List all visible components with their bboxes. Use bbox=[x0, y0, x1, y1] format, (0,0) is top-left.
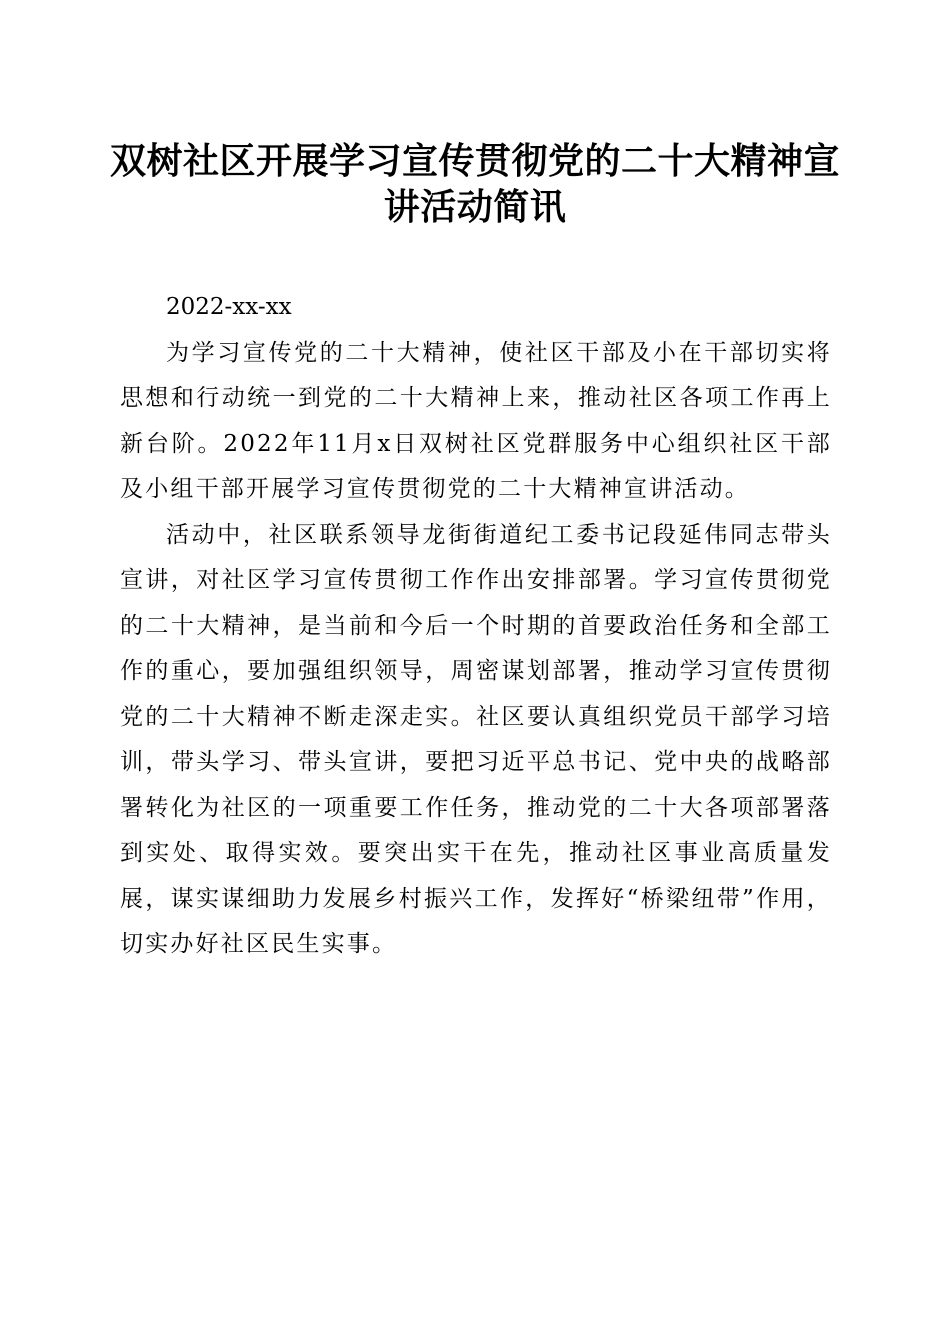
document-date: 2022-xx-xx bbox=[166, 294, 292, 320]
paragraph-activity: 活动中，社区联系领导龙街街道纪工委书记段延伟同志带头宣讲，对社区学习宣传贯彻工作作出安排部署。学习宣传贯彻党的二十大精神，是当前和今后一个时期的首要政治任务和全部工作的重心，要加强组织领导，周密谋划部署，推动学习宣传贯彻党的二十大精神不断走深走实。社区要认真组织党员干部学习培训，带头学习、带头宣讲，要把习近平总书记、党中央的战略部署转化为社区的一项重要工作任务，推动党的二十大各项部署落到实处、取得实效。要突出实干在先，推动社区事业高质量发展，谋实谋细助力发展乡村振兴工作，发挥好“桥梁纽带”作用，切实办好社区民生实事。 bbox=[120, 521, 832, 957]
document-title: 双树社区开展学习宣传贯彻党的二十大精神宣讲活动简讯 bbox=[110, 140, 841, 228]
document-body bbox=[120, 285, 832, 968]
paragraph-intro: 为学习宣传党的二十大精神，使社区干部及小在干部切实将思想和行动统一到党的二十大精神上来，推动社区各项工作再上新台阶。2022年11月x日双树社区党群服务中心组织社区干部及小组干部开展学习宣传贯彻党的二十大精神宣讲活动。 bbox=[120, 339, 832, 502]
